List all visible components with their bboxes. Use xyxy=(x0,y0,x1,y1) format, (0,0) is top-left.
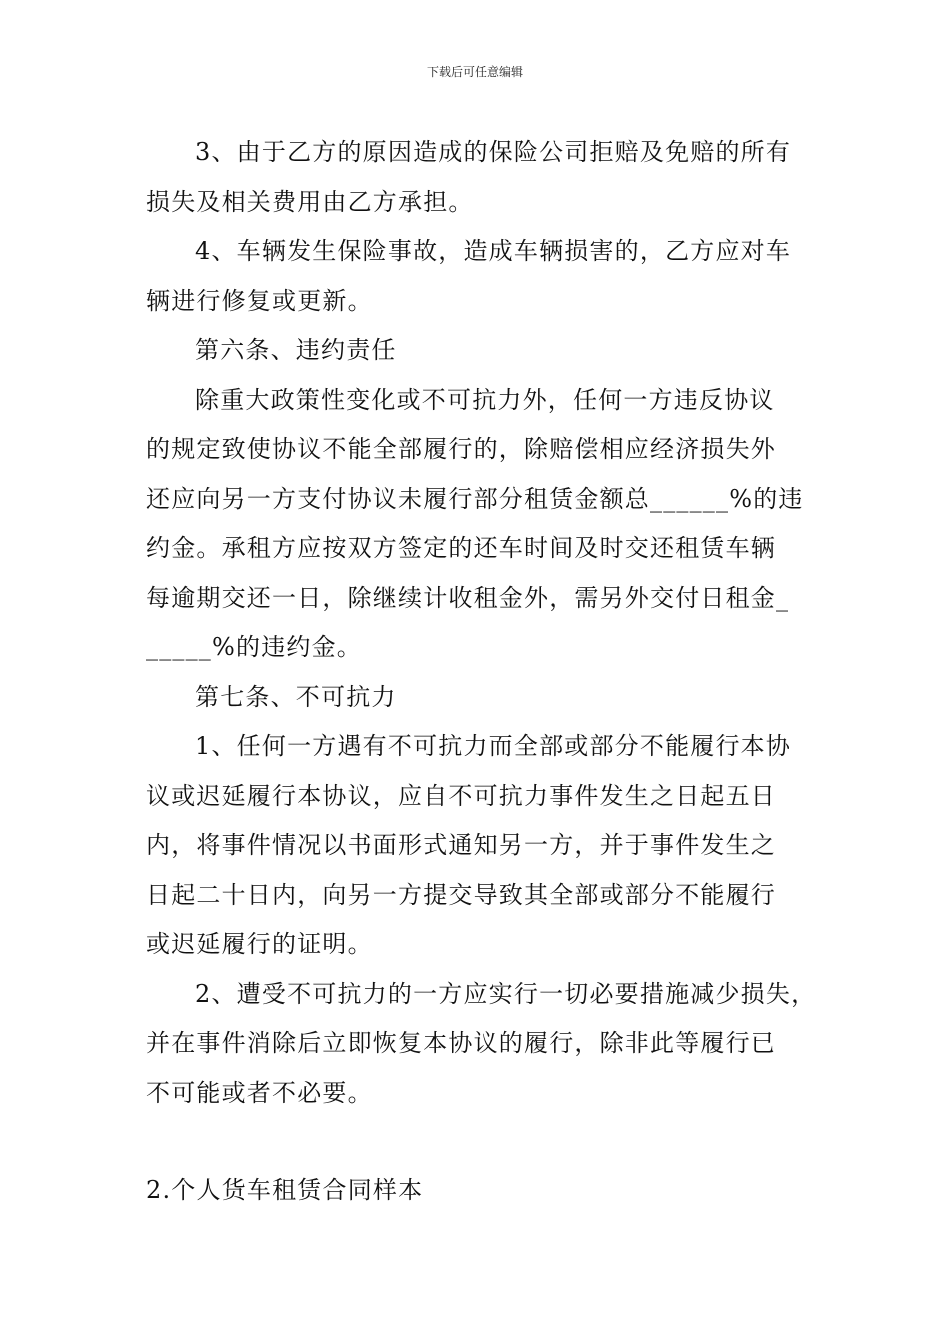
text-line: 议或迟延履行本协议，应自不可抗力事件发生之日起五日 xyxy=(146,781,776,810)
text-line: 损失及相关费用由乙方承担。 xyxy=(146,187,474,216)
text-line: 的规定致使协议不能全部履行的，除赔偿相应经济损失外 xyxy=(146,435,776,463)
text-line: 4、车辆发生保险事故，造成车辆损害的，乙方应对车 xyxy=(195,237,792,265)
text-line: 或迟延履行的证明。 xyxy=(146,930,373,958)
text-line: _____%的违约金。 xyxy=(146,633,363,661)
text-line: 不可能或者不必要。 xyxy=(146,1078,373,1107)
text-line: 并在事件消除后立即恢复本协议的履行，除非此等履行已 xyxy=(146,1029,776,1057)
document-body xyxy=(146,128,817,1216)
text-line: 除重大政策性变化或不可抗力外，任何一方违反协议 xyxy=(195,385,775,414)
text-line: 1、任何一方遇有不可抗力而全部或部分不能履行本协 xyxy=(195,732,792,760)
text-line: 还应向另一方支付协议未履行部分租赁金额总______%的违 xyxy=(146,484,804,513)
text-line: 3、由于乙方的原因造成的保险公司拒赔及免赔的所有 xyxy=(195,138,792,166)
text-line: 约金。承租方应按双方签定的还车时间及时交还租赁车辆 xyxy=(146,534,776,562)
section-heading: 第六条、违约责任 xyxy=(195,336,397,364)
text-line: 每逾期交还一日，除继续计收租金外，需另外交付日租金_ xyxy=(146,583,790,612)
spacer xyxy=(146,1118,806,1166)
text-line: 2、遭受不可抗力的一方应实行一切必要措施减少损失， xyxy=(195,979,817,1008)
page-header: 下载后可任意编辑 xyxy=(426,65,523,79)
text-line: 辆进行修复或更新。 xyxy=(146,286,373,315)
text-line: 内，将事件情况以书面形式通知另一方，并于事件发生之 xyxy=(146,831,776,859)
section-heading: 第七条、不可抗力 xyxy=(195,682,397,711)
text-line: 日起二十日内，向另一方提交导致其全部或部分不能履行 xyxy=(146,880,776,909)
section-title: 2.个人货车租赁合同样本 xyxy=(146,1176,424,1204)
